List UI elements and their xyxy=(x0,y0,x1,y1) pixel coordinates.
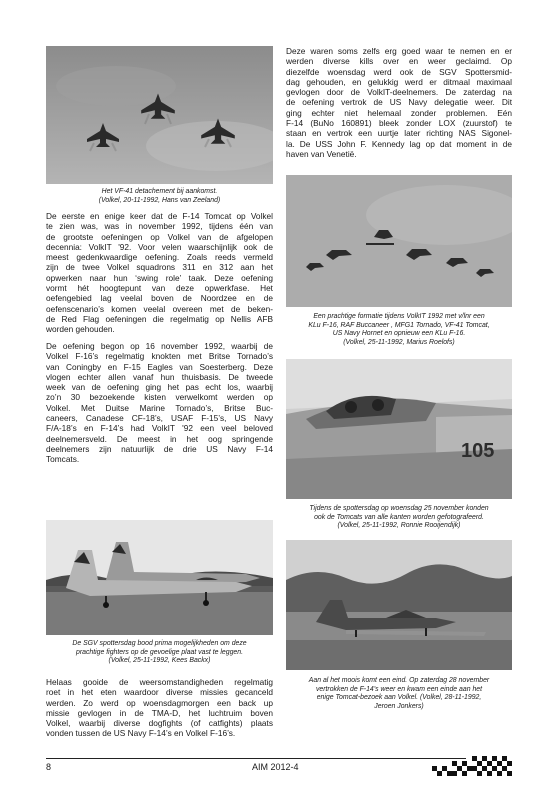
article-paragraph: Helaas gooide de weersomstandigheden regelmatig roet in het eten waardoor diverse missies gecanceld werden. Zo werd op woensdagmorgen een back up missie gevlogen in de TMA-D, het luchtruim boven Volkel, waarbij diverse dogfights (of catfights) plaats vonden tussen de US Navy F-14’s en Volkel F-16’s. xyxy=(46,677,273,739)
page-number: 8 xyxy=(46,762,52,772)
tail-code-text: 105 xyxy=(461,440,495,462)
photo-volkit-formation xyxy=(286,175,512,307)
article-paragraph: Deze waren soms zelfs erg goed waar te nemen en er werden diverse kills over en weer geclaimd. Op diezelfde woensdag werd ook de SGV Spottersmid- dag gehouden, en gelukkig werd er ditmaal maximaal gevlogen door de VolkIT-deelnemers. De zaterdag na de oefening vertrok de US Navy delegatie weer. Dit ging echter niet helemaal zonder problemen. Eén F-14 (BuNo 160891) bleek zonder LOX (zuurstof) te staan en vertrok een uurtje later richting NAS Sigonel- la. De USS John F. Kennedy lag op dat moment in de haven van Venetië. xyxy=(286,46,512,159)
checkered-pattern xyxy=(432,756,514,776)
photo-spotters-day-tomcats xyxy=(46,520,273,635)
photo-vf41-arrival xyxy=(46,46,273,184)
footer-divider xyxy=(46,758,466,759)
journal-issue: AIM 2012-4 xyxy=(252,762,299,772)
article-paragraph: De eerste en enige keer dat de F-14 Tomcat op Volkel te zien was, was in november 1992, tijdens één van de grootste oefeningen op Volkel van de afgelopen decennia: VolkIT '92. Voor velen waarschijnlijk ook de meest gedenkwaardige oefening. Zoals reeds vermeld zijn de twee Volkel squadrons 311 en 312 aan het opwerken naar hun ‘swing role’ taak. Deze oefening vormt hét hoogtepunt van deze opwerkfase. Het oefengebied lag veelal boven de Noordzee en de oefenscenario’s komen veelal overeen met de beken- de Red Flag oefeningen die regelmatig op Nellis AFB worden gehouden. xyxy=(46,211,273,335)
photo-tomcat-departure xyxy=(286,540,512,670)
photo-caption: Een prachtige formatie tijdens VolkIT 1992 met v/lnr een KLu F-16, RAF Buccaneer , MFG1 Tornado, VF-41 Tomcat, US Navy Hornet en opnieuw een KLu F-16. (Volkel, 25-11-1992, Marius Roelofs) xyxy=(308,313,490,346)
photo-caption: Aan al het moois komt een eind. Op zaterdag 28 november vertrokken de F-14’s weer en kwam een einde aan het enige Tomcat-bezoek aan Volkel. (Volkel, 28-11-1992, Jeroen Jonkers) xyxy=(308,677,490,710)
photo-caption: De SGV spottersdag bood prima mogelijkheden om deze prachtige fighters op de gevoelige plaat vast te leggen. (Volkel, 25-11-1992, Kees Backx) xyxy=(72,640,247,665)
photo-caption: Het VF-41 detachement bij aankomst. (Volkel, 20-11-1992, Hans van Zeeland) xyxy=(98,188,221,204)
photo-caption: Tijdens de spottersdag op woensdag 25 november konden ook de Tomcats van alle kanten worden gefotografeerd. (Volkel, 25-11-1992, Ronnie Rooijendijk) xyxy=(309,505,489,530)
article-paragraph: De oefening begon op 16 november 1992, waarbij de Volkel F-16’s regelmatig knokten met Britse Tornado’s van Coningby en F-15 Eagles van Soesterberg. Deze vlogen echter allen vanaf hun thuisbasis. De tweede week van de oefening ging het pas echt los, waarbij zo’n 30 bezoekende kisten verwelkomt werden op Volkel. Met Duitse Marine Tornado’s, Britse Buc- caneers, Canadese CF-18’s, USAF F-15’s, US Navy F/A-18’s en F-14’s had VolkIT '92 een veel beloved deelnemersveld. De meest in het oog springende deelnemers zijn natuurlijk de drie US Navy F-14 Tomcats. xyxy=(46,341,273,465)
photo-tomcat-closeup xyxy=(286,359,512,499)
